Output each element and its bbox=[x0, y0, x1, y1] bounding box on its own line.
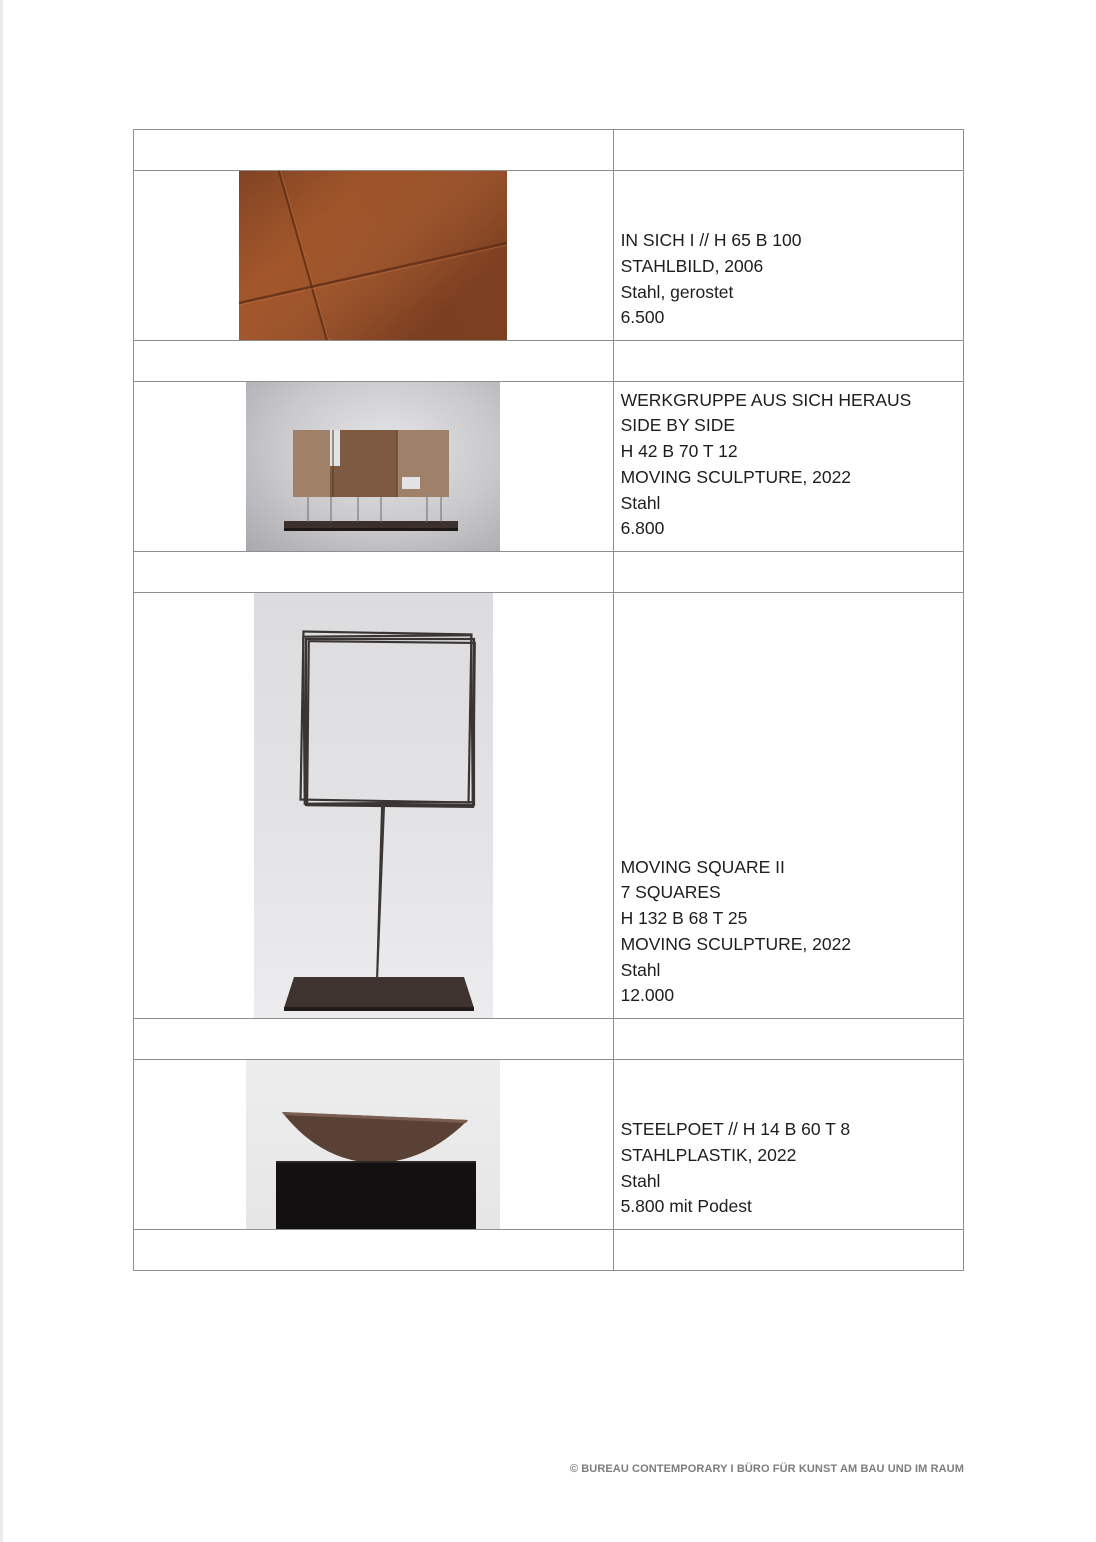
artwork-material: Stahl bbox=[620, 959, 661, 980]
artwork-row bbox=[134, 171, 964, 341]
artwork-info-cell bbox=[613, 382, 963, 552]
spacer-row bbox=[134, 130, 964, 171]
spacer-row bbox=[134, 1019, 964, 1060]
artwork-title: STEELPOET // H 14 B 60 T 8 bbox=[620, 1119, 851, 1140]
artwork-image-cell bbox=[134, 171, 614, 341]
artwork-price: 12.000 bbox=[620, 985, 675, 1006]
artwork-material: Stahl, gerostet bbox=[620, 281, 734, 302]
artwork-row bbox=[134, 382, 964, 552]
artwork-dimensions: H 132 B 68 T 25 bbox=[620, 908, 748, 929]
artwork-material: Stahl bbox=[620, 1170, 661, 1191]
artwork-row bbox=[134, 593, 964, 1019]
artwork-title: WERKGRUPPE AUS SICH HERAUS bbox=[620, 389, 912, 410]
artwork-image-in-sich bbox=[239, 171, 507, 340]
artwork-info-cell bbox=[613, 593, 963, 1019]
artwork-row bbox=[134, 1060, 964, 1230]
artwork-dimensions: H 42 B 70 T 12 bbox=[620, 441, 738, 462]
spacer-row bbox=[134, 552, 964, 593]
artwork-title: MOVING SQUARE II bbox=[620, 856, 785, 877]
artwork-image-moving-square bbox=[254, 593, 493, 1018]
footer-copyright: © BUREAU CONTEMPORARY I BÜRO FÜR KUNST AM BAU UND IM RAUM bbox=[569, 1463, 964, 1475]
artwork-image-cell bbox=[134, 1060, 614, 1230]
artwork-image-cell bbox=[134, 593, 614, 1019]
artwork-image-side-by-side bbox=[246, 382, 500, 551]
artwork-price: 6.500 bbox=[620, 307, 665, 328]
artwork-title: IN SICH I // H 65 B 100 bbox=[620, 230, 802, 251]
artwork-subtitle: SIDE BY SIDE bbox=[620, 415, 736, 436]
artwork-subtitle: 7 SQUARES bbox=[620, 882, 721, 903]
artwork-material: Stahl bbox=[620, 492, 661, 513]
artwork-image-cell bbox=[134, 382, 614, 552]
artwork-type-year: MOVING SCULPTURE, 2022 bbox=[620, 933, 852, 954]
artwork-price: 5.800 mit Podest bbox=[620, 1196, 752, 1217]
artwork-type-year: STAHLBILD, 2006 bbox=[620, 255, 764, 276]
artwork-type-year: STAHLPLASTIK, 2022 bbox=[620, 1144, 797, 1165]
spacer-row bbox=[134, 341, 964, 382]
artwork-price: 6.800 bbox=[620, 518, 665, 539]
artwork-type-year: MOVING SCULPTURE, 2022 bbox=[620, 466, 852, 487]
artwork-catalog-table bbox=[133, 129, 964, 1271]
artwork-image-steelpoet bbox=[246, 1060, 500, 1229]
artwork-info-cell bbox=[613, 1060, 963, 1230]
page-edge bbox=[0, 0, 3, 1542]
artwork-info-cell bbox=[613, 171, 963, 341]
spacer-row bbox=[134, 1230, 964, 1271]
